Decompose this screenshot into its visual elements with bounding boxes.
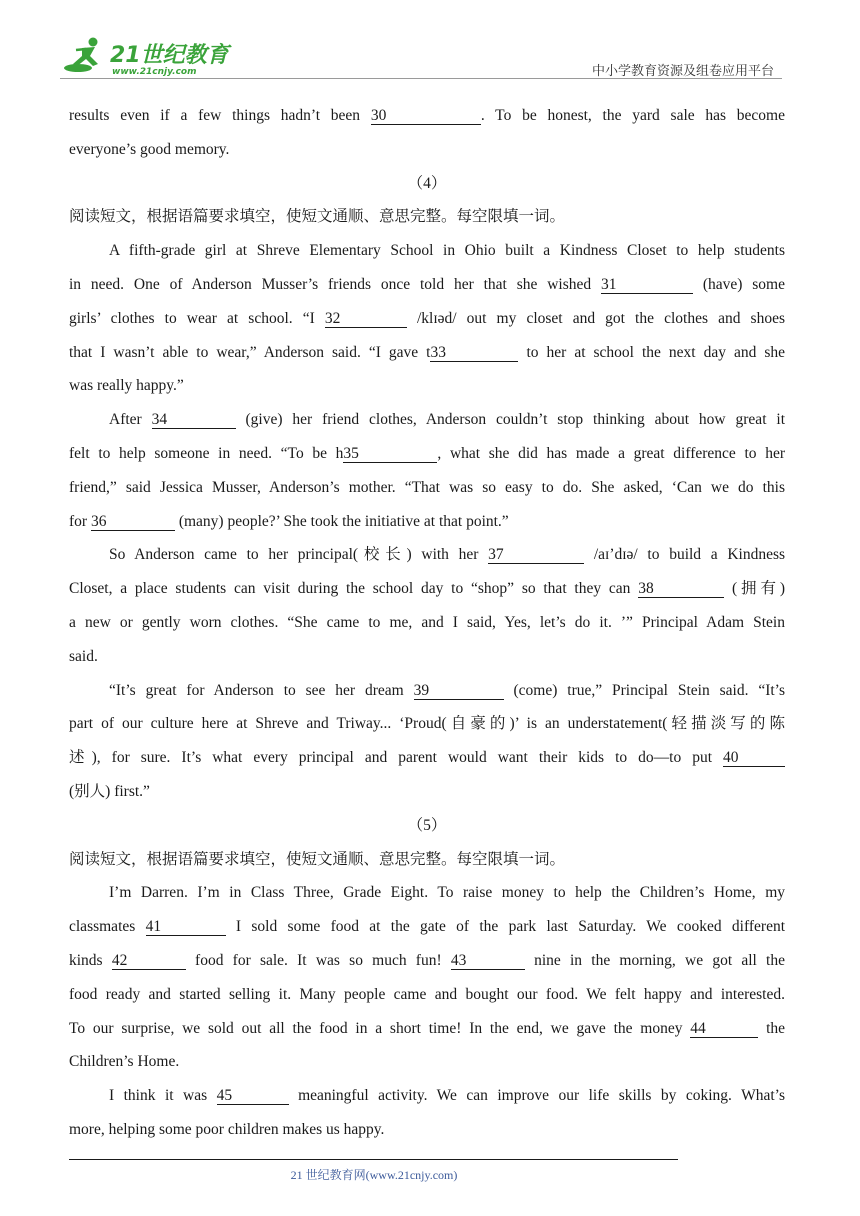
footer-text: 21 世纪教育网(www.21cnjy.com): [290, 1168, 458, 1182]
svg-text:21世纪教育: 21世纪教育: [110, 43, 229, 68]
header-divider: [60, 78, 782, 79]
document-body: [69, 99, 785, 1147]
blank-42[interactable]: 42: [112, 952, 186, 970]
passage-4-paragraph-2: After 34 (give) her friend clothes, Anderson couldn’t stop thinking about how great it felt to help someone in need. “To be h35 , what she did has made a great difference to her friend,” said Jessica Musser, Anderson’s mother. “That was so easy to do. She asked, ‘Can we do this for 36 (many) people?’ She took the initiative at that point.”: [69, 411, 786, 530]
footer-divider: [69, 1159, 678, 1160]
blank-39[interactable]: 39: [414, 682, 504, 700]
previous-passage-ending: results even if a few things hadn’t been 30 . To be honest, the yard sale has become everyone’s good memory.: [69, 107, 785, 158]
blank-37[interactable]: 37: [488, 546, 584, 564]
blank-40[interactable]: 40: [723, 749, 785, 767]
passage-5-paragraph-1: I’m Darren. I’m in Class Three, Grade Eight. To raise money to help the Children’s Home, my classmates 41 I sold some food at the gate of the park last Saturday. We cooked different kinds 42 food for sale. It was so much fun! 43 nine in the morning, we got all the food ready and started selling it. Many people came and bought our food. We felt happy and interested. To our surprise, we sold out all the food in a short time! In the end, we gave the money 44 the Children’s Home.: [69, 884, 786, 1071]
passage-4-paragraph-4: “It’s great for Anderson to see her dream 39 (come) true,” Principal Stein said. “It’s part of our culture here at Shreve and Triway... ‘Proud(自豪的)’ is an understatement(轻描淡写的陈 述), for sure. It’s what every principal and parent would want their kids to do—to put 40 (别人) first.”: [69, 681, 786, 800]
page-header: [60, 34, 782, 80]
blank-30[interactable]: 30: [371, 107, 481, 125]
blank-45[interactable]: 45: [217, 1087, 289, 1105]
blank-38[interactable]: 38: [638, 580, 724, 598]
blank-31[interactable]: 31: [601, 276, 693, 294]
section-5-heading: （5）: [407, 816, 447, 834]
section-4-heading: （4）: [407, 174, 447, 192]
blank-33[interactable]: 33: [430, 344, 518, 362]
blank-41[interactable]: 41: [146, 918, 226, 936]
header-platform-name: 中小学教育资源及组卷应用平台: [591, 64, 774, 79]
blank-43[interactable]: 43: [451, 952, 525, 970]
passage-4-paragraph-3: So Anderson came to her principal(校长) with her 37 /aɪ’dɪə/ to build a Kindness Closet, a place students can visit during the school day to “shop” so that they can 38 (拥有) a new or gently worn clothes. “She came to me, and I said, Yes, let’s do it. ’” Principal Adam Stein said.: [69, 546, 786, 665]
blank-35[interactable]: 35: [343, 445, 437, 463]
svg-text:www.21cnjy.com: www.21cnjy.com: [112, 67, 197, 77]
blank-34[interactable]: 34: [152, 411, 236, 429]
site-logo: [62, 34, 232, 78]
blank-36[interactable]: 36: [91, 513, 175, 531]
blank-32[interactable]: 32: [325, 310, 407, 328]
blank-44[interactable]: 44: [690, 1020, 758, 1038]
section-4-instruction: 阅读短文，根据语篇要求填空，使短文通顺、意思完整。每空限填一词。: [69, 208, 566, 226]
passage-5-paragraph-2: I think it was 45 meaningful activity. We can improve our life skills by coking. What’s more, helping some poor children makes us happy.: [69, 1087, 785, 1138]
section-5-instruction: 阅读短文，根据语篇要求填空，使短文通顺、意思完整。每空限填一词。: [69, 850, 566, 868]
passage-4-paragraph-1: A fifth-grade girl at Shreve Elementary School in Ohio built a Kindness Closet to help students in need. One of Anderson Musser’s friends once told her that she wished 31 (have) some girls’ clothes to wear at school. “I 32 /klɪəd/ out my closet and got the clothes and shoes that I wasn’t able to wear,” Anderson said. “I gave t33 to her at school the next day and she was really happy.”: [69, 242, 786, 395]
